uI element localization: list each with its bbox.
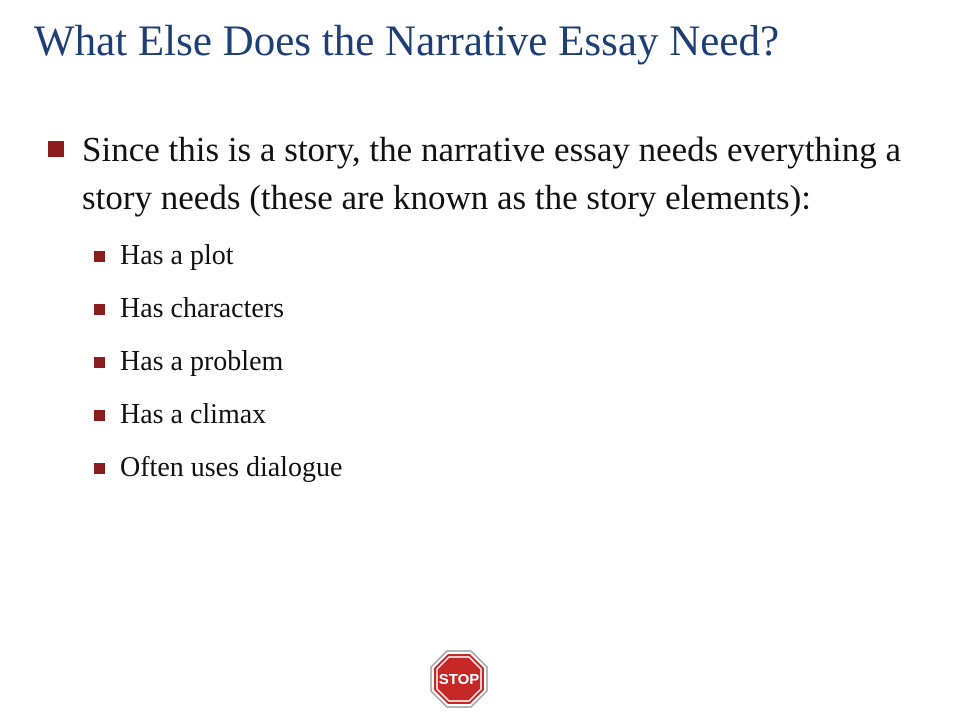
- sub-bullet-text: Has a climax: [120, 399, 267, 430]
- square-bullet-icon: [94, 463, 105, 474]
- sub-bullet-text: Has a plot: [120, 240, 234, 271]
- sub-bullet-item: [94, 238, 926, 274]
- sub-bullet-text: Has characters: [120, 293, 285, 324]
- square-bullet-icon: [94, 410, 105, 421]
- stop-sign-text: STOP: [438, 671, 480, 688]
- square-bullet-icon: [94, 304, 105, 315]
- square-bullet-icon: [48, 141, 64, 157]
- sub-bullet-item: [94, 397, 926, 433]
- sub-bullet-item: [94, 450, 926, 486]
- sub-bullet-text: Has a problem: [120, 346, 284, 377]
- slide-body: [46, 126, 926, 503]
- stop-sign-icon[interactable]: [430, 650, 488, 708]
- main-bullet-item: [46, 126, 926, 222]
- sub-bullet-text: Often uses dialogue: [120, 452, 343, 483]
- sub-bullet-item: [94, 344, 926, 380]
- slide-title: What Else Does the Narrative Essay Need?: [34, 18, 780, 65]
- main-bullet-text: Since this is a story, the narrative essay needs everything a story needs (these are known as the story elements):: [82, 130, 902, 217]
- square-bullet-icon: [94, 357, 105, 368]
- sub-bullet-item: [94, 291, 926, 327]
- square-bullet-icon: [94, 251, 105, 262]
- sub-bullet-list: [46, 238, 926, 486]
